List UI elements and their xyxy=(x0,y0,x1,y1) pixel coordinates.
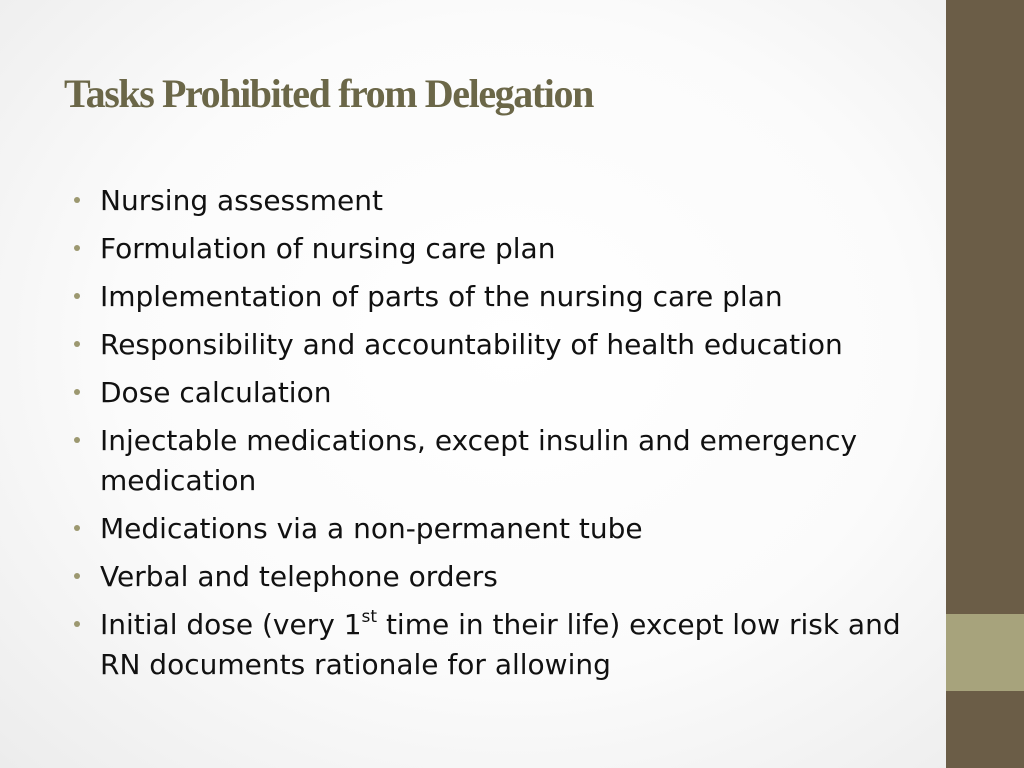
bullet-text: Responsibility and accountability of health education xyxy=(100,328,843,361)
side-accent-block xyxy=(946,614,1024,691)
bullet-item xyxy=(72,325,912,365)
bullet-list xyxy=(72,181,912,693)
bullet-item xyxy=(72,229,912,269)
bullet-item xyxy=(72,277,912,317)
bullet-dot-icon xyxy=(74,573,80,579)
bullet-text: Medications via a non-permanent tube xyxy=(100,512,643,545)
bullet-text: Dose calculation xyxy=(100,376,332,409)
bullet-item xyxy=(72,557,912,597)
bullet-text: Formulation of nursing care plan xyxy=(100,232,556,265)
bullet-item xyxy=(72,373,912,413)
bullet-dot-icon xyxy=(74,389,80,395)
bullet-text: Nursing assessment xyxy=(100,184,383,217)
bullet-item xyxy=(72,181,912,221)
bullet-dot-icon xyxy=(74,293,80,299)
bullet-item xyxy=(72,509,912,549)
bullet-dot-icon xyxy=(74,525,80,531)
bullet-dot-icon xyxy=(74,245,80,251)
bullet-text-start: Initial dose (very 1 xyxy=(100,608,362,641)
superscript-ordinal: st xyxy=(361,607,378,627)
bullet-text: Implementation of parts of the nursing care plan xyxy=(100,280,783,313)
bullet-item xyxy=(72,605,912,685)
bullet-dot-icon xyxy=(74,621,80,627)
bullet-dot-icon xyxy=(74,437,80,443)
slide-title: Tasks Prohibited from Delegation xyxy=(64,71,593,116)
bullet-text: Verbal and telephone orders xyxy=(100,560,498,593)
bullet-dot-icon xyxy=(74,341,80,347)
bullet-text-end: time in their life) except low risk and RN documents rationale for allowing xyxy=(100,608,901,681)
bullet-item xyxy=(72,421,912,501)
bullet-dot-icon xyxy=(74,197,80,203)
bullet-text: Injectable medications, except insulin and emergency medication xyxy=(100,424,858,497)
